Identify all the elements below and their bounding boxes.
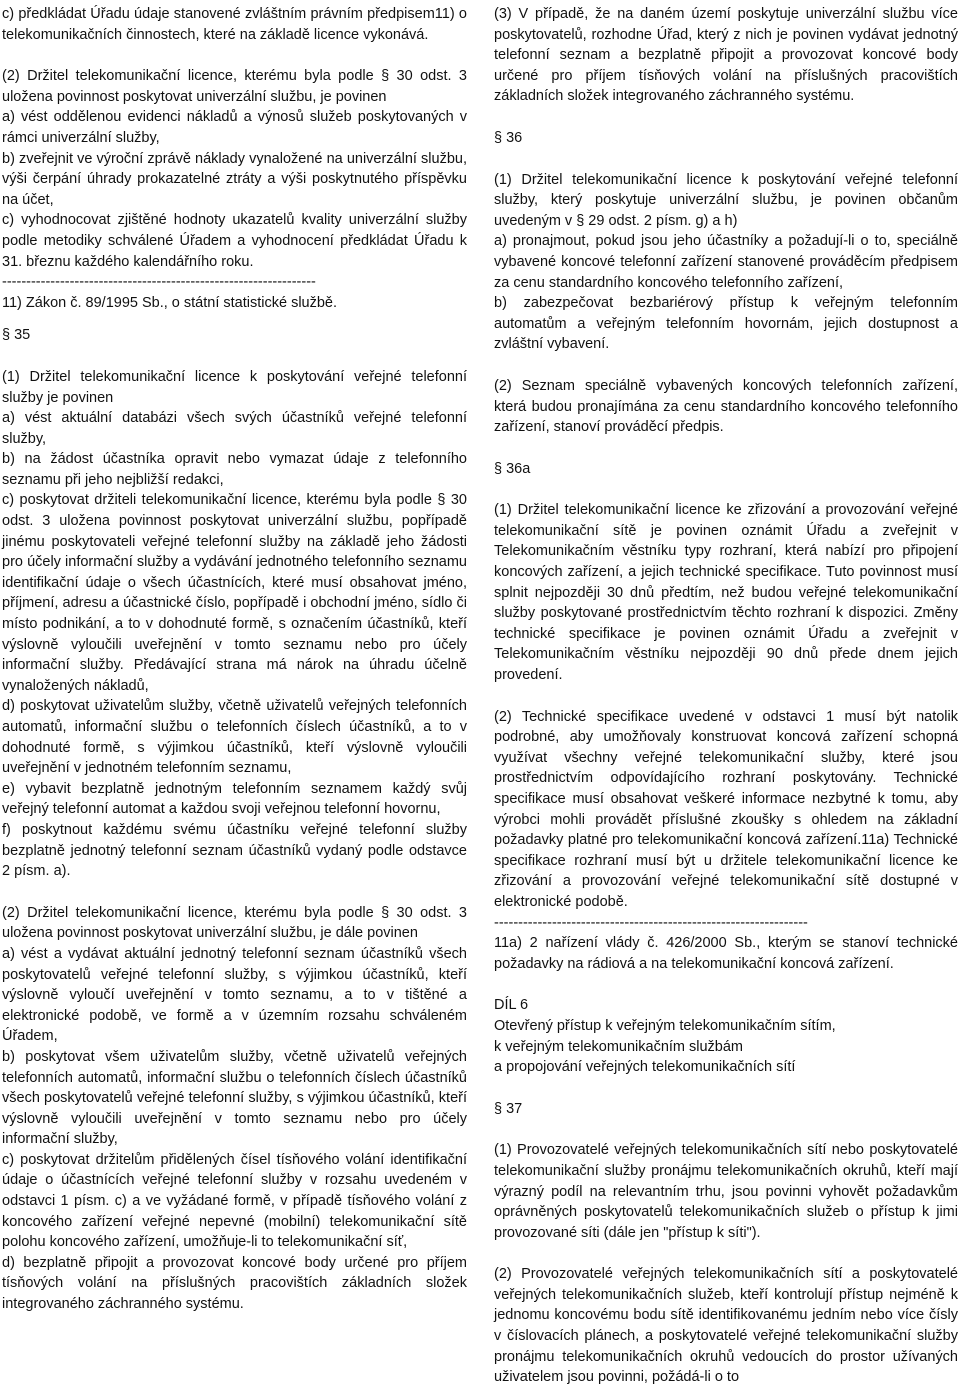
list-item: b) na žádost účastníka opravit nebo vymazat údaje z telefonního seznamu při jeho nejbližší redakci,: [2, 451, 467, 488]
section-heading: § 37: [494, 1100, 523, 1117]
paragraph: (1) Provozovatelé veřejných telekomunikačních sítí nebo poskytovatelé telekomunikační služby pronájmu telekomunikačních okruhů, kteří mají výrazný podíl na relevantním trhu, jsou povinni vyhovět požadavkům oprávněných poskytovatelů telekomunikačních služeb o přístup k jimi provozované síti (dále jen "přístup k síti").: [494, 1142, 958, 1241]
paragraph: (3) V případě, že na daném území poskytuje univerzální službu více poskytovatelů, rozhodne Úřad, který z nich je povinen vydávat jednotný telefonní seznam a bezplatně připojit a provozovat koncové body určené pro příjem tísňových volání na příslušných pracovištích základních složek integrovaného záchranného systému.: [494, 6, 958, 105]
paragraph: (2) Technické specifikace uvedené v odstavci 1 musí být natolik podrobné, aby umožňovaly konstruovat koncová zařízení schopná využívat všechny veřejné telekomunikační služby, které jsou prostřednictvím odpovídajícího rozhraní poskytovány. Technické specifikace musí obsahovat veškeré informace nezbytné k tomu, aby výrobci mohli provádět příslušné zkoušky s ohledem na základní požadavky platné pro telekomunikační koncová zařízení.11a) Technické specifikace rozhraní musí být u držitele telekomunikační licence ke zřizování a provozování veřejné telekomunikační sítě dostupné v elektronické podobě.: [494, 708, 958, 910]
footnote: 11a) 2 nařízení vlády č. 426/2000 Sb., kterým se stanoví technické požadavky na rádiová a na telekomunikační koncová zařízení.: [494, 935, 958, 972]
list-item: c) poskytovat držiteli telekomunikační licence, kterému byla podle § 30 odst. 3 uložena povinnost poskytovat univerzální službu, popřípadě jinému poskytovateli veřejné telefonní služby na základě jeho žádosti pro účely informační služby a vydávání jednotného telefonního seznamu identifikační údaje o všech účastnících, které musí obsahovat jméno, příjmení, adresu a účastnické číslo, popřípadě i obchodní jméno, sídlo či místo podnikání, a to v dohodnuté formě, s označením účastníků, kteří výslovně vyloučili uveřejnění v tomto seznamu nebo pro účely informační služby. Předávající strana má nárok na úhradu účelně vynaložených nákladů,: [2, 492, 467, 694]
list-item: a) vést aktuální databázi všech svých účastníků veřejné telefonní služby,: [2, 410, 467, 447]
list-item: c) vyhodnocovat zjištěné hodnoty ukazatelů kvality univerzální služby podle metodiky schválené Úřadem a vyhodnocení předkládat Úřadu k 31. březnu každého kalendářního roku.: [2, 212, 467, 270]
list-item: a) vést oddělenou evidenci nákladů a výnosů služeb poskytovaných v rámci univerzální služby,: [2, 109, 467, 146]
paragraph: (2) Držitel telekomunikační licence, kterému byla podle § 30 odst. 3 uložena povinnost poskytovat univerzální službu, je povinen: [2, 68, 467, 105]
part-title-line: a propojování veřejných telekomunikačních sítí: [494, 1059, 796, 1076]
list-item: a) vést a vydávat aktuální jednotný telefonní seznam účastníků všech poskytovatelů veřejné telefonní služby, s výjimkou účastníků, kteří výslovně vyloučí uveřejnění v tomto seznamu, a to v tištěné a elektronické podobě, ve formě a v územním rozsahu schváleném Úřadem,: [2, 945, 467, 1045]
part-title-line: k veřejným telekomunikačním službám: [494, 1038, 744, 1055]
list-item: a) pronajmout, pokud jsou jeho účastníky a požadují-li o to, speciálně vybavené koncové telefonní zařízení stanovené prováděcím předpisem za cenu standardního koncového telefonního zařízení,: [494, 233, 958, 291]
paragraph: (1) Držitel telekomunikační licence k poskytování veřejné telefonní služby, který poskytuje univerzální službu, je povinen občanům uvedeným v § 29 odst. 2 písm. g) a h): [494, 171, 958, 229]
part-title-line: Otevřený přístup k veřejným telekomunikačním sítím,: [494, 1017, 836, 1034]
list-item: d) poskytovat uživatelům služby, včetně uživatelů veřejných telefonních automatů, informační službu o telefonních číslech účastníků, a to v dohodnuté formě, s výjimkou účastníků, kteří výslovně vyloučili uveřejnění v jednotném telefonním seznamu,: [2, 698, 467, 777]
section-heading: § 36: [494, 129, 523, 146]
paragraph: (2) Držitel telekomunikační licence, kterému byla podle § 30 odst. 3 uložena povinnost poskytovat univerzální službu, je dále povinen: [2, 904, 467, 942]
list-item: b) zveřejnit ve výroční zprávě náklady vynaložené na univerzální službu, výši čerpání úhrady prokazatelné ztráty a výši poskytnutého příspěvku na účet,: [2, 150, 467, 208]
list-item: e) vybavit bezplatně jednotným telefonním seznamem každý svůj veřejný telefonní automat a každou svoji veřejnou telefonní hovornu,: [2, 780, 467, 818]
paragraph: (1) Držitel telekomunikační licence k poskytování veřejné telefonní služby je povinen: [2, 368, 467, 406]
paragraph: (1) Držitel telekomunikační licence ke zřizování a provozování veřejné telekomunikační sítě je povinen oznámit Úřadu a zveřejnit v Telekomunikačním věstníku typy rozhraní, která nabízí pro připojení koncových zařízení, a jejich technické specifikace. Tuto povinnost musí splnit nejpozději 30 dnů předtím, než budou veřejné telekomunikační služby poskytované prostřednictvím těchto rozhraní k dispozici. Změny technické specifikace je povinen oznámit Úřadu a zveřejnit v Telekomunikačním věstníku nejpozději 90 dnů přede dnem jejich provedení.: [494, 502, 958, 684]
list-item: c) poskytovat držitelům přidělených čísel tísňového volání identifikační údaje o účastnících veřejné telefonní služby v rozsahu uvedeném v odstavci 1 písm. c) a ve vyžádané formě, v případě tísňového volání z koncového zařízení veřejné nepevné (mobilní) telekomunikační sítě polohu koncového zařízení, umožňuje-li to telekomunikační síť,: [2, 1151, 467, 1251]
part-heading: DÍL 6: [494, 997, 529, 1014]
paragraph: (2) Seznam speciálně vybavených koncových telefonních zařízení, která budou pronajímána za cenu standardního koncového telefonního zařízení, stanoví prováděcí předpis.: [494, 377, 958, 436]
list-item: b) poskytovat všem uživatelům služby, včetně uživatelů veřejných telefonních automatů, informační službu o telefonních číslech účastníků všech poskytovatelů veřejné telefonní služby, s výjimkou účastníků, kteří výslovně vyloučili uveřejnění v tomto seznamu nebo pro účely informační služby,: [2, 1048, 467, 1148]
right-column: [494, 4, 958, 1388]
footnote-separator: -----------------------------------------------------------------: [494, 914, 808, 931]
left-column: [2, 4, 467, 1315]
section-heading: § 35: [2, 327, 31, 344]
list-item: b) zabezpečovat bezbariérový přístup k veřejným telefonním automatům a veřejným telefonním hovornám, jejich dostupnost a zvláštní vybavení.: [494, 295, 958, 353]
paragraph: c) předkládat Úřadu údaje stanovené zvláštním právním předpisem11) o telekomunikačních činnostech, které na základě licence vykonává.: [2, 6, 467, 43]
list-item: d) bezplatně připojit a provozovat koncové body určené pro příjem tísňových volání na příslušných pracovištích základních složek integrovaného záchranného systému.: [2, 1254, 467, 1313]
list-item: f) poskytnout každému svému účastníku veřejné telefonní služby bezplatně jednotný telefonní seznam účastníků vydaný podle odstavce 2 písm. a).: [2, 821, 467, 880]
section-heading: § 36a: [494, 460, 531, 477]
footnote: 11) Zákon č. 89/1995 Sb., o státní statistické službě.: [2, 294, 338, 311]
paragraph: (2) Provozovatelé veřejných telekomunikačních sítí a poskytovatelé veřejných telekomunikačních služeb, kteří kontrolují přístup nejméně k jednomu koncovému bodu sítě identifikovanému jedním nebo více čísly v číslovacích plánech, a poskytovatelé veřejné telekomunikační služby pronájmu telekomunikačních okruhů vedoucích do prostor užívaných uživatelem jsou povinni, požádá-li o to: [494, 1266, 958, 1386]
footnote-separator: -----------------------------------------------------------------: [2, 274, 316, 291]
